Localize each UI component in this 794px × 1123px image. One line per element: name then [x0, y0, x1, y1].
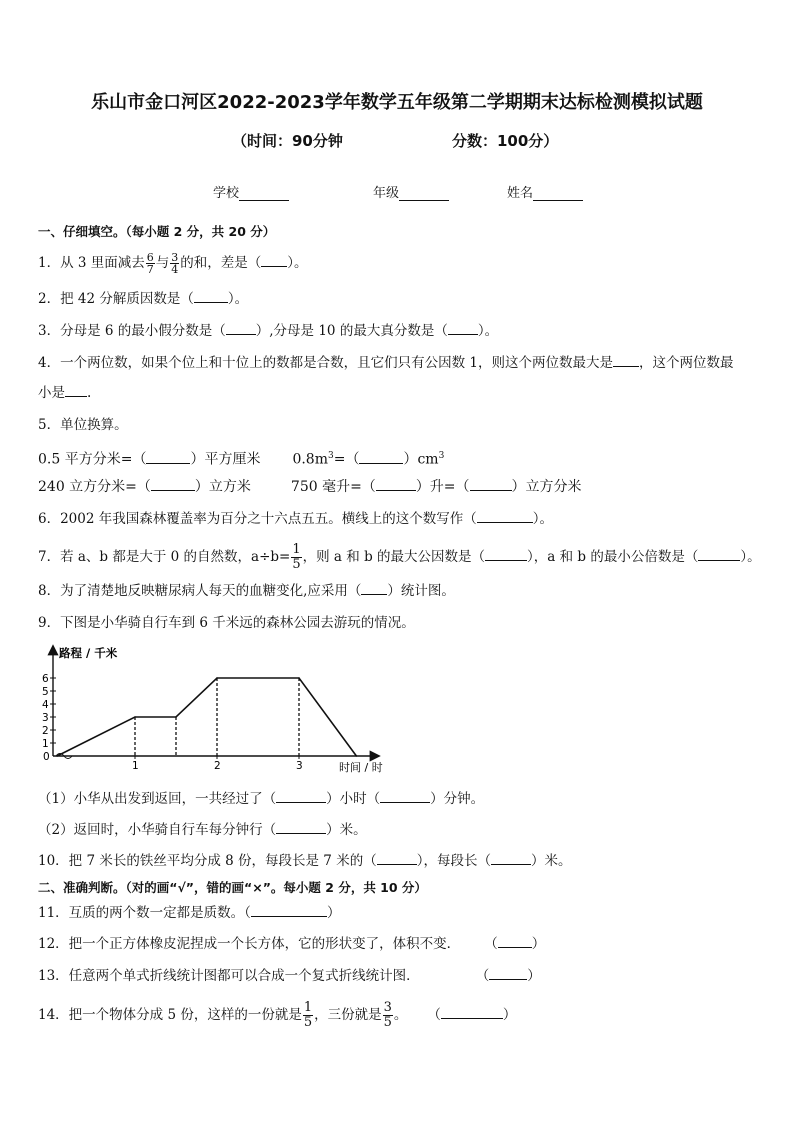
answer-blank[interactable] [226, 322, 256, 335]
data-point [356, 755, 358, 757]
data-point [56, 755, 58, 757]
answer-blank[interactable] [613, 354, 639, 367]
question-8: 8．为了清楚地反映糖尿病人每天的血糖变化,应采用（ ）统计图。 [38, 583, 455, 599]
question-5: 5．单位换算。 [38, 417, 128, 433]
question-9-2: （2）返回时，小华骑自行车每分钟行（ ）米。 [38, 822, 367, 838]
answer-blank[interactable] [477, 510, 533, 523]
answer-blank[interactable] [441, 1006, 503, 1019]
data-point [216, 677, 218, 679]
answer-blank[interactable] [377, 852, 417, 865]
answer-blank[interactable] [489, 967, 527, 980]
section2-heading: 二、准确判断。（对的画“√”，错的画“×”。每小题 2 分，共 10 分） [38, 880, 427, 895]
question-10: 10．把 7 米长的铁丝平均分成 8 份，每段长是 7 米的（ ），每段长（ ）米。 [38, 853, 572, 869]
answer-blank[interactable] [146, 451, 190, 464]
question-4: 4．一个两位数，如果个位上和十位上的数都是合数，且它们只有公因数 1，则这个两位数最大是 ，这个两位数最 [38, 355, 734, 371]
answer-blank[interactable] [361, 582, 387, 595]
answer-blank[interactable] [65, 384, 87, 397]
y-tick-label: 2 [42, 725, 49, 737]
x-tick-label: 1 [132, 760, 139, 772]
y-tick-label: 1 [42, 738, 49, 750]
answer-blank[interactable] [151, 478, 195, 491]
question-13: 13．任意两个单式折线统计图都可以合成一个复式折线统计图． （ ） [38, 968, 541, 984]
y-tick-label: 5 [42, 686, 49, 698]
answer-blank[interactable] [698, 548, 740, 561]
answer-blank[interactable] [194, 290, 228, 303]
question-3: 3．分母是 6 的最小假分数是（ ）,分母是 10 的最大真分数是（ ）。 [38, 323, 499, 339]
answer-blank[interactable] [276, 821, 326, 834]
name-field[interactable] [507, 182, 583, 201]
data-point [134, 716, 136, 718]
name-label: 姓名 [507, 186, 534, 201]
data-point [175, 716, 177, 718]
x-tick-label: 2 [214, 760, 221, 772]
grade-label: 年级 [373, 186, 400, 201]
y-tick-label: 6 [42, 673, 49, 685]
school-label: 学校 [213, 186, 240, 201]
time-info: （时间：90分钟 [232, 132, 343, 150]
data-point [298, 677, 300, 679]
question-2: 2．把 42 分解质因数是（ ）。 [38, 291, 249, 307]
answer-blank[interactable] [448, 322, 478, 335]
answer-blank[interactable] [261, 254, 287, 267]
question-9-1: （1）小华从出发到返回，一共经过了（ ）小时（ ）分钟。 [38, 791, 485, 807]
answer-blank[interactable] [359, 451, 403, 464]
x-tick-label: 3 [296, 760, 303, 772]
origin-label: 0 [43, 751, 50, 763]
question-12: 12．把一个正方体橡皮泥捏成一个长方体，它的形状变了，体积不变． （ ） [38, 936, 546, 952]
answer-blank[interactable] [276, 790, 326, 803]
question-9: 9．下图是小华骑自行车到 6 千米远的森林公园去游玩的情况。 [38, 615, 415, 631]
answer-blank[interactable] [491, 852, 531, 865]
distance-series-line [57, 678, 356, 756]
question-7: 7．若 a、b 都是大于 0 的自然数，a÷b= $\frac{1}{5}$ ，则 a 和 b 的最大公因数是（ ），a 和 b 的最小公倍数是（ ）。 [38, 542, 761, 572]
section1-heading: 一、仔细填空。（每小题 2 分，共 20 分） [38, 224, 276, 239]
question-6: 6．2002 年我国森林覆盖率为百分之十六点五五。横线上的这个数写作（ ）。 [38, 511, 553, 527]
question-5b: 240 立方分米=（ ）立方米 750 毫升=（ ）升=（ ）立方分米 [38, 479, 582, 495]
answer-blank[interactable] [485, 548, 527, 561]
question-14: 14．把一个物体分成 5 份，这样的一份就是 $\frac{1}{5}$ ，三份就是 $\frac{3}{5}$ 。 （ ） [38, 1000, 517, 1030]
question-4-cont: 小是 . [38, 385, 92, 401]
school-field[interactable] [213, 182, 289, 201]
score-info: 分数：100分） [452, 132, 559, 150]
answer-blank[interactable] [376, 478, 416, 491]
question-1: 1．从 3 里面减去 $\frac{6}{7}$ 与 $\frac{3}{4}$ 的和，差是（ ）。 [38, 251, 308, 276]
distance-time-chart [36, 640, 406, 778]
grade-field[interactable] [373, 182, 449, 201]
y-tick-label: 4 [42, 699, 49, 711]
question-5a: 0.5 平方分米=（ ）平方厘米 $0.8m^3=$（ ）$cm^3$ [38, 451, 445, 468]
answer-blank[interactable] [470, 478, 512, 491]
x-axis-label: 时间 / 时 [339, 761, 383, 774]
answer-blank[interactable] [380, 790, 430, 803]
question-11: 11．互质的两个数一定都是质数。（ ） [38, 905, 341, 921]
y-tick-label: 3 [42, 712, 49, 724]
y-axis-label: 路程 / 千米 [59, 646, 118, 660]
page-title: 乐山市金口河区2022-2023学年数学五年级第二学期期末达标检测模拟试题 [91, 92, 703, 113]
answer-blank[interactable] [251, 904, 327, 917]
answer-blank[interactable] [498, 935, 532, 948]
